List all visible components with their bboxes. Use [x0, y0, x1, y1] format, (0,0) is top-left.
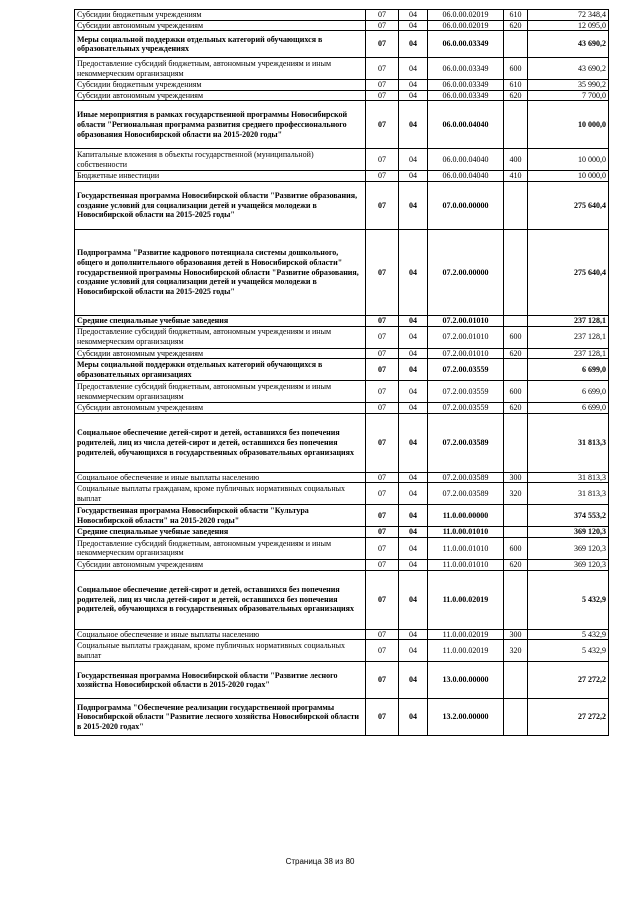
row-subsection-cell: 04 — [399, 537, 428, 559]
row-subsection-cell: 04 — [399, 413, 428, 472]
row-subsection-cell: 04 — [399, 101, 428, 149]
row-name-cell: Социальное обеспечение и иные выплаты населению — [75, 629, 366, 640]
row-amount-cell: 12 095,0 — [528, 20, 609, 31]
row-expense-type-cell — [504, 505, 528, 527]
row-amount-cell: 5 432,9 — [528, 640, 609, 662]
row-name-cell: Субсидии автономным учреждениям — [75, 559, 366, 570]
row-subsection-cell: 04 — [399, 640, 428, 662]
row-amount-cell: 369 120,3 — [528, 537, 609, 559]
table-row — [75, 348, 609, 359]
row-section-cell: 07 — [366, 381, 399, 403]
table-row — [75, 483, 609, 505]
row-expense-type-cell — [504, 413, 528, 472]
row-section-cell: 07 — [366, 315, 399, 326]
row-subsection-cell: 04 — [399, 10, 428, 21]
row-expense-type-cell: 600 — [504, 58, 528, 80]
row-section-cell: 07 — [366, 527, 399, 538]
row-name-cell: Субсидии автономным учреждениям — [75, 403, 366, 414]
row-subsection-cell: 04 — [399, 31, 428, 58]
row-expense-type-cell: 620 — [504, 403, 528, 414]
row-expense-type-cell: 300 — [504, 629, 528, 640]
row-target-code-cell: 11.0.00.00000 — [428, 505, 504, 527]
row-target-code-cell: 07.2.00.03559 — [428, 359, 504, 381]
row-amount-cell: 6 699,0 — [528, 381, 609, 403]
row-name-cell: Предоставление субсидий бюджетным, автономным учреждениям и иным некоммерческим организациям — [75, 381, 366, 403]
row-name-cell: Субсидии автономным учреждениям — [75, 90, 366, 101]
row-section-cell: 07 — [366, 229, 399, 315]
table-row — [75, 527, 609, 538]
row-target-code-cell: 07.2.00.01010 — [428, 348, 504, 359]
row-target-code-cell: 07.2.00.03589 — [428, 483, 504, 505]
table-row — [75, 171, 609, 182]
row-name-cell: Подпрограмма "Развитие кадрового потенциала системы дошкольного, общего и дополнительного образования детей в Новосибирской области" государственной программы Новосибирской области "Развитие образования, создание условий для социализации детей и учащейся молодежи в Новосибирской области на 2015-2025 годы" — [75, 229, 366, 315]
row-amount-cell: 237 128,1 — [528, 348, 609, 359]
row-target-code-cell: 07.0.00.00000 — [428, 181, 504, 229]
table-row — [75, 570, 609, 629]
row-name-cell: Государственная программа Новосибирской области "Развитие образования, создание условий для социализации детей и учащейся молодежи в Новосибирской области на 2015-2025 годы" — [75, 181, 366, 229]
row-subsection-cell: 04 — [399, 699, 428, 736]
row-name-cell: Предоставление субсидий бюджетным, автономным учреждениям и иным некоммерческим организациям — [75, 58, 366, 80]
row-target-code-cell: 11.0.00.02019 — [428, 629, 504, 640]
row-expense-type-cell: 400 — [504, 149, 528, 171]
table-row — [75, 181, 609, 229]
row-section-cell: 07 — [366, 413, 399, 472]
row-amount-cell: 10 000,0 — [528, 171, 609, 182]
row-expense-type-cell: 620 — [504, 348, 528, 359]
table-row — [75, 537, 609, 559]
row-expense-type-cell: 620 — [504, 559, 528, 570]
row-expense-type-cell: 320 — [504, 483, 528, 505]
row-target-code-cell: 13.2.00.00000 — [428, 699, 504, 736]
row-name-cell: Меры социальной поддержки отдельных категорий обучающихся в образовательных учреждениях — [75, 31, 366, 58]
row-target-code-cell: 11.0.00.01010 — [428, 559, 504, 570]
row-expense-type-cell: 600 — [504, 537, 528, 559]
row-target-code-cell: 06.0.00.03349 — [428, 80, 504, 91]
row-expense-type-cell: 600 — [504, 326, 528, 348]
row-subsection-cell: 04 — [399, 315, 428, 326]
row-name-cell: Бюджетные инвестиции — [75, 171, 366, 182]
row-section-cell: 07 — [366, 699, 399, 736]
table-row — [75, 699, 609, 736]
row-target-code-cell: 11.0.00.01010 — [428, 527, 504, 538]
row-name-cell: Государственная программа Новосибирской области "Развитие лесного хозяйства Новосибирской области в 2015-2020 годах" — [75, 662, 366, 699]
row-amount-cell: 369 120,3 — [528, 527, 609, 538]
row-expense-type-cell — [504, 359, 528, 381]
row-amount-cell: 10 000,0 — [528, 101, 609, 149]
row-section-cell: 07 — [366, 640, 399, 662]
budget-table-body — [75, 10, 609, 736]
row-target-code-cell: 06.0.00.03349 — [428, 31, 504, 58]
row-subsection-cell: 04 — [399, 483, 428, 505]
row-target-code-cell: 06.0.00.02019 — [428, 10, 504, 21]
row-target-code-cell: 07.2.00.00000 — [428, 229, 504, 315]
row-section-cell: 07 — [366, 326, 399, 348]
row-amount-cell: 27 272,2 — [528, 699, 609, 736]
table-row — [75, 413, 609, 472]
row-section-cell: 07 — [366, 629, 399, 640]
row-section-cell: 07 — [366, 20, 399, 31]
row-name-cell: Предоставление субсидий бюджетным, автономным учреждениям и иным некоммерческим организациям — [75, 326, 366, 348]
row-name-cell: Социальное обеспечение детей-сирот и детей, оставшихся без попечения родителей, лиц из числа детей-сирот и детей, оставшихся без попечения родителей, обучающихся в государственных образовательных организациях — [75, 570, 366, 629]
row-subsection-cell: 04 — [399, 403, 428, 414]
table-row — [75, 359, 609, 381]
table-row — [75, 58, 609, 80]
row-expense-type-cell — [504, 181, 528, 229]
table-row — [75, 662, 609, 699]
row-subsection-cell: 04 — [399, 80, 428, 91]
row-target-code-cell: 11.0.00.02019 — [428, 570, 504, 629]
row-amount-cell: 275 640,4 — [528, 181, 609, 229]
table-row — [75, 31, 609, 58]
table-row — [75, 101, 609, 149]
row-expense-type-cell: 620 — [504, 90, 528, 101]
row-subsection-cell: 04 — [399, 559, 428, 570]
row-section-cell: 07 — [366, 662, 399, 699]
row-target-code-cell: 07.2.00.01010 — [428, 315, 504, 326]
row-section-cell: 07 — [366, 31, 399, 58]
row-amount-cell: 6 699,0 — [528, 403, 609, 414]
row-target-code-cell: 06.0.00.04040 — [428, 171, 504, 182]
row-subsection-cell: 04 — [399, 58, 428, 80]
row-subsection-cell: 04 — [399, 359, 428, 381]
row-target-code-cell: 11.0.00.01010 — [428, 537, 504, 559]
row-section-cell: 07 — [366, 101, 399, 149]
row-subsection-cell: 04 — [399, 326, 428, 348]
row-name-cell: Капитальные вложения в объекты государственной (муниципальной) собственности — [75, 149, 366, 171]
table-row — [75, 381, 609, 403]
row-target-code-cell: 07.2.00.03589 — [428, 472, 504, 483]
table-row — [75, 629, 609, 640]
row-section-cell: 07 — [366, 559, 399, 570]
row-name-cell: Иные мероприятия в рамках государственной программы Новосибирской области "Региональная программа развития среднего профессионального образования Новосибирской области на 2015-2020 годы" — [75, 101, 366, 149]
row-section-cell: 07 — [366, 10, 399, 21]
row-expense-type-cell — [504, 229, 528, 315]
row-expense-type-cell — [504, 527, 528, 538]
row-section-cell: 07 — [366, 348, 399, 359]
row-expense-type-cell — [504, 315, 528, 326]
row-section-cell: 07 — [366, 171, 399, 182]
table-row — [75, 326, 609, 348]
row-name-cell: Подпрограмма "Обеспечение реализации государственной программы Новосибирской области "Развитие лесного хозяйства Новосибирской области в 2015-2020 годах" — [75, 699, 366, 736]
row-subsection-cell: 04 — [399, 171, 428, 182]
table-row — [75, 149, 609, 171]
table-row — [75, 403, 609, 414]
row-name-cell: Социальные выплаты гражданам, кроме публичных нормативных социальных выплат — [75, 640, 366, 662]
table-row — [75, 229, 609, 315]
row-amount-cell: 27 272,2 — [528, 662, 609, 699]
row-subsection-cell: 04 — [399, 662, 428, 699]
table-row — [75, 559, 609, 570]
row-section-cell: 07 — [366, 181, 399, 229]
row-section-cell: 07 — [366, 472, 399, 483]
row-amount-cell: 5 432,9 — [528, 570, 609, 629]
row-amount-cell: 369 120,3 — [528, 559, 609, 570]
row-amount-cell: 43 690,2 — [528, 31, 609, 58]
row-amount-cell: 31 813,3 — [528, 413, 609, 472]
row-subsection-cell: 04 — [399, 90, 428, 101]
row-name-cell: Государственная программа Новосибирской области "Культура Новосибирской области" на 2015-2020 годы" — [75, 505, 366, 527]
page-number-label: Страница 38 из 80 — [285, 857, 355, 866]
row-section-cell: 07 — [366, 58, 399, 80]
budget-table — [74, 9, 609, 736]
table-row — [75, 10, 609, 21]
row-target-code-cell: 06.0.00.04040 — [428, 101, 504, 149]
row-subsection-cell: 04 — [399, 472, 428, 483]
row-expense-type-cell — [504, 101, 528, 149]
row-amount-cell: 275 640,4 — [528, 229, 609, 315]
table-row — [75, 640, 609, 662]
row-subsection-cell: 04 — [399, 149, 428, 171]
row-target-code-cell: 07.2.00.03559 — [428, 381, 504, 403]
table-row — [75, 505, 609, 527]
row-subsection-cell: 04 — [399, 629, 428, 640]
table-row — [75, 315, 609, 326]
table-row — [75, 90, 609, 101]
row-section-cell: 07 — [366, 359, 399, 381]
page-footer — [0, 857, 640, 866]
row-name-cell: Социальное обеспечение и иные выплаты населению — [75, 472, 366, 483]
row-amount-cell: 72 348,4 — [528, 10, 609, 21]
row-subsection-cell: 04 — [399, 229, 428, 315]
table-row — [75, 20, 609, 31]
row-amount-cell: 237 128,1 — [528, 326, 609, 348]
table-row — [75, 80, 609, 91]
row-expense-type-cell — [504, 570, 528, 629]
row-section-cell: 07 — [366, 505, 399, 527]
row-expense-type-cell: 610 — [504, 80, 528, 91]
row-subsection-cell: 04 — [399, 20, 428, 31]
row-target-code-cell: 06.0.00.03349 — [428, 58, 504, 80]
row-amount-cell: 31 813,3 — [528, 483, 609, 505]
row-target-code-cell: 06.0.00.03349 — [428, 90, 504, 101]
row-expense-type-cell: 610 — [504, 10, 528, 21]
row-amount-cell: 237 128,1 — [528, 315, 609, 326]
row-subsection-cell: 04 — [399, 181, 428, 229]
row-target-code-cell: 07.2.00.03589 — [428, 413, 504, 472]
row-section-cell: 07 — [366, 570, 399, 629]
row-section-cell: 07 — [366, 483, 399, 505]
row-amount-cell: 7 700,0 — [528, 90, 609, 101]
row-expense-type-cell — [504, 662, 528, 699]
row-section-cell: 07 — [366, 80, 399, 91]
row-amount-cell: 35 990,2 — [528, 80, 609, 91]
row-name-cell: Субсидии бюджетным учреждениям — [75, 10, 366, 21]
row-name-cell: Средние специальные учебные заведения — [75, 315, 366, 326]
row-amount-cell: 10 000,0 — [528, 149, 609, 171]
row-target-code-cell: 06.0.00.02019 — [428, 20, 504, 31]
row-subsection-cell: 04 — [399, 381, 428, 403]
row-expense-type-cell — [504, 31, 528, 58]
row-name-cell: Предоставление субсидий бюджетным, автономным учреждениям и иным некоммерческим организациям — [75, 537, 366, 559]
row-expense-type-cell: 320 — [504, 640, 528, 662]
row-amount-cell: 31 813,3 — [528, 472, 609, 483]
row-section-cell: 07 — [366, 90, 399, 101]
row-expense-type-cell: 620 — [504, 20, 528, 31]
row-amount-cell: 374 553,2 — [528, 505, 609, 527]
row-name-cell: Меры социальной поддержки отдельных категорий обучающихся в образовательных организациях — [75, 359, 366, 381]
row-target-code-cell: 07.2.00.01010 — [428, 326, 504, 348]
row-amount-cell: 5 432,9 — [528, 629, 609, 640]
row-name-cell: Средние специальные учебные заведения — [75, 527, 366, 538]
row-name-cell: Социальные выплаты гражданам, кроме публичных нормативных социальных выплат — [75, 483, 366, 505]
row-target-code-cell: 13.0.00.00000 — [428, 662, 504, 699]
row-name-cell: Субсидии автономным учреждениям — [75, 20, 366, 31]
row-expense-type-cell: 410 — [504, 171, 528, 182]
row-expense-type-cell: 300 — [504, 472, 528, 483]
row-target-code-cell: 06.0.00.04040 — [428, 149, 504, 171]
row-subsection-cell: 04 — [399, 348, 428, 359]
row-subsection-cell: 04 — [399, 505, 428, 527]
table-row — [75, 472, 609, 483]
row-section-cell: 07 — [366, 403, 399, 414]
row-name-cell: Субсидии автономным учреждениям — [75, 348, 366, 359]
row-name-cell: Субсидии бюджетным учреждениям — [75, 80, 366, 91]
row-target-code-cell: 11.0.00.02019 — [428, 640, 504, 662]
row-target-code-cell: 07.2.00.03559 — [428, 403, 504, 414]
row-expense-type-cell — [504, 699, 528, 736]
row-section-cell: 07 — [366, 149, 399, 171]
row-subsection-cell: 04 — [399, 570, 428, 629]
row-amount-cell: 6 699,0 — [528, 359, 609, 381]
row-amount-cell: 43 690,2 — [528, 58, 609, 80]
row-name-cell: Социальное обеспечение детей-сирот и детей, оставшихся без попечения родителей, лиц из числа детей-сирот и детей, оставшихся без попечения родителей, обучающихся в государственных образовательных организациях — [75, 413, 366, 472]
row-subsection-cell: 04 — [399, 527, 428, 538]
row-expense-type-cell: 600 — [504, 381, 528, 403]
row-section-cell: 07 — [366, 537, 399, 559]
